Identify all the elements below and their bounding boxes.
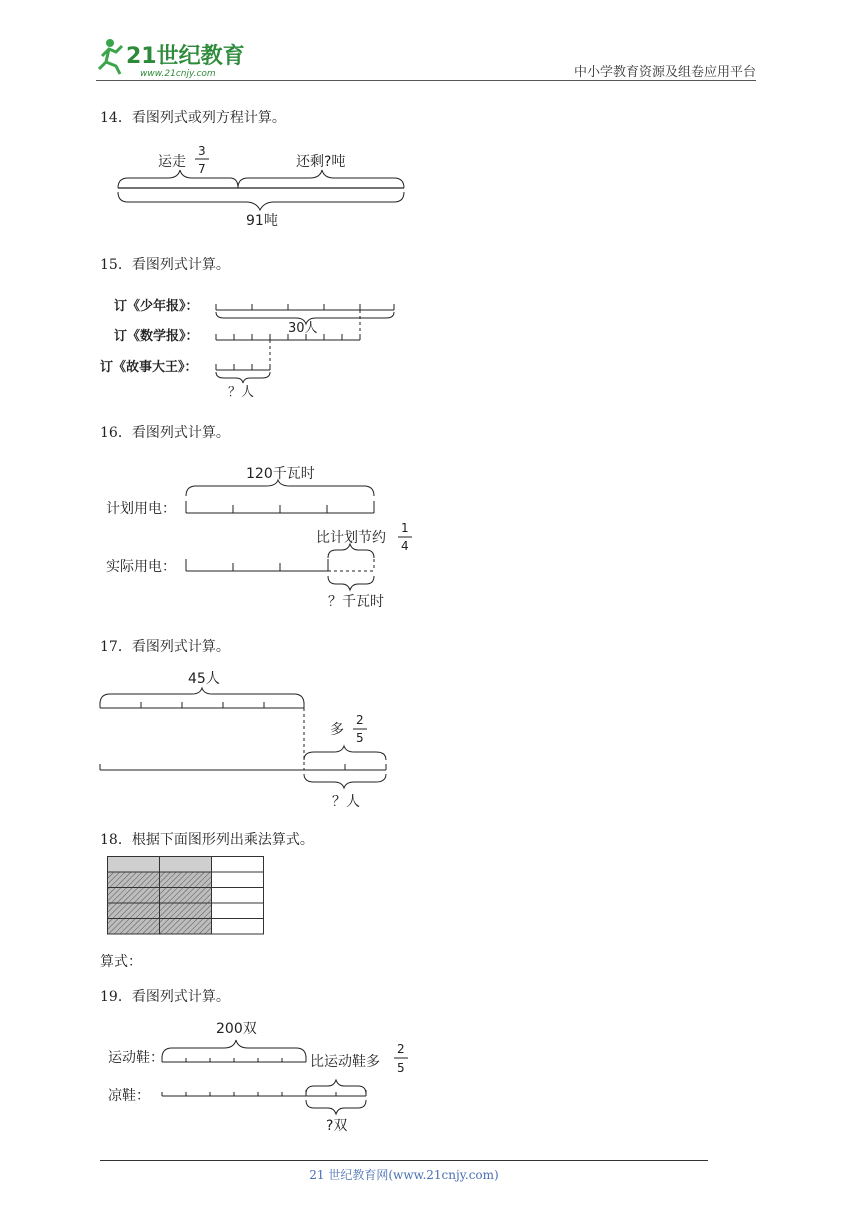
logo-text: 21世纪教育 <box>126 44 245 69</box>
q19-frac-num: 2 <box>397 1042 405 1056</box>
q17-more-label: 多 <box>330 722 344 738</box>
q16-frac-den: 4 <box>401 539 409 553</box>
grid-cell <box>108 919 160 935</box>
q19-label-q: ?双 <box>326 1118 348 1134</box>
grid-cell <box>108 872 160 888</box>
q14-frac-num: 3 <box>198 144 206 158</box>
footer-divider <box>100 1160 708 1161</box>
logo <box>96 36 266 80</box>
q14-label-right: 还剩?吨 <box>296 154 346 170</box>
grid-cell <box>212 919 264 935</box>
logo-url: www.21cnjy.com <box>140 69 216 79</box>
q17-frac-den: 5 <box>356 731 364 745</box>
q15-label-q: ？人 <box>228 385 255 400</box>
q19-more-label: 比运动鞋多 <box>310 1054 380 1070</box>
q14-total: 91吨 <box>246 213 278 229</box>
question-17-title: 17．看图列式计算。 <box>100 639 230 655</box>
q16-row1-label: 计划用电： <box>106 501 176 517</box>
grid-cell <box>160 903 212 919</box>
header-divider <box>96 80 756 81</box>
question-18-grid <box>107 856 267 938</box>
question-16-figure <box>100 456 430 614</box>
question-18-title: 18．根据下面图形列出乘法算式。 <box>100 832 314 848</box>
grid-cell <box>108 888 160 904</box>
question-18-answer-label: 算式： <box>100 954 142 970</box>
q19-row1-label: 运动鞋： <box>108 1050 164 1066</box>
grid-cell <box>160 872 212 888</box>
grid-cell <box>212 872 264 888</box>
header-title: 中小学教育资源及组卷应用平台 <box>573 65 756 80</box>
q15-row2-label: 订《数学报》： <box>114 329 199 344</box>
grid-cell <box>160 919 212 935</box>
grid-cell <box>212 857 264 873</box>
q16-frac-num: 1 <box>401 521 409 535</box>
question-15-title: 15．看图列式计算。 <box>100 257 230 273</box>
q15-row1-label: 订《少年报》： <box>114 299 199 314</box>
grid-cell <box>160 857 212 873</box>
q17-total: 45人 <box>188 671 220 687</box>
q15-row3-label: 订《故事大王》： <box>100 360 198 375</box>
q17-label-q: ？人 <box>332 794 360 810</box>
grid-cell <box>212 903 264 919</box>
grid-cell <box>212 888 264 904</box>
question-14-title: 14．看图列式或列方程计算。 <box>100 110 286 126</box>
q14-label-left: 运走 <box>158 154 186 170</box>
grid-cell <box>108 857 160 873</box>
footer-text: 21 世纪教育网(www.21cnjy.com) <box>309 1168 499 1182</box>
q19-total: 200双 <box>216 1021 257 1037</box>
q15-label-30: 30人 <box>288 321 318 336</box>
question-16-title: 16．看图列式计算。 <box>100 425 230 441</box>
question-19-title: 19．看图列式计算。 <box>100 989 230 1005</box>
q16-save-label: 比计划节约 <box>316 530 386 546</box>
question-14-figure <box>110 140 420 235</box>
q19-row2-label: 凉鞋： <box>108 1088 150 1104</box>
page-header <box>0 0 860 90</box>
q17-frac-num: 2 <box>356 713 364 727</box>
q16-row2-label: 实际用电： <box>106 559 176 575</box>
question-17-figure <box>96 664 396 814</box>
q14-frac-den: 7 <box>198 162 206 176</box>
q19-frac-den: 5 <box>397 1061 405 1075</box>
question-19-figure <box>104 1014 424 1138</box>
grid-cell <box>160 888 212 904</box>
q16-label-q: ？千瓦时 <box>328 594 384 610</box>
question-15-figure <box>100 292 420 404</box>
runner-icon <box>99 39 122 74</box>
grid-cell <box>108 903 160 919</box>
q16-total: 120千瓦时 <box>246 466 315 482</box>
